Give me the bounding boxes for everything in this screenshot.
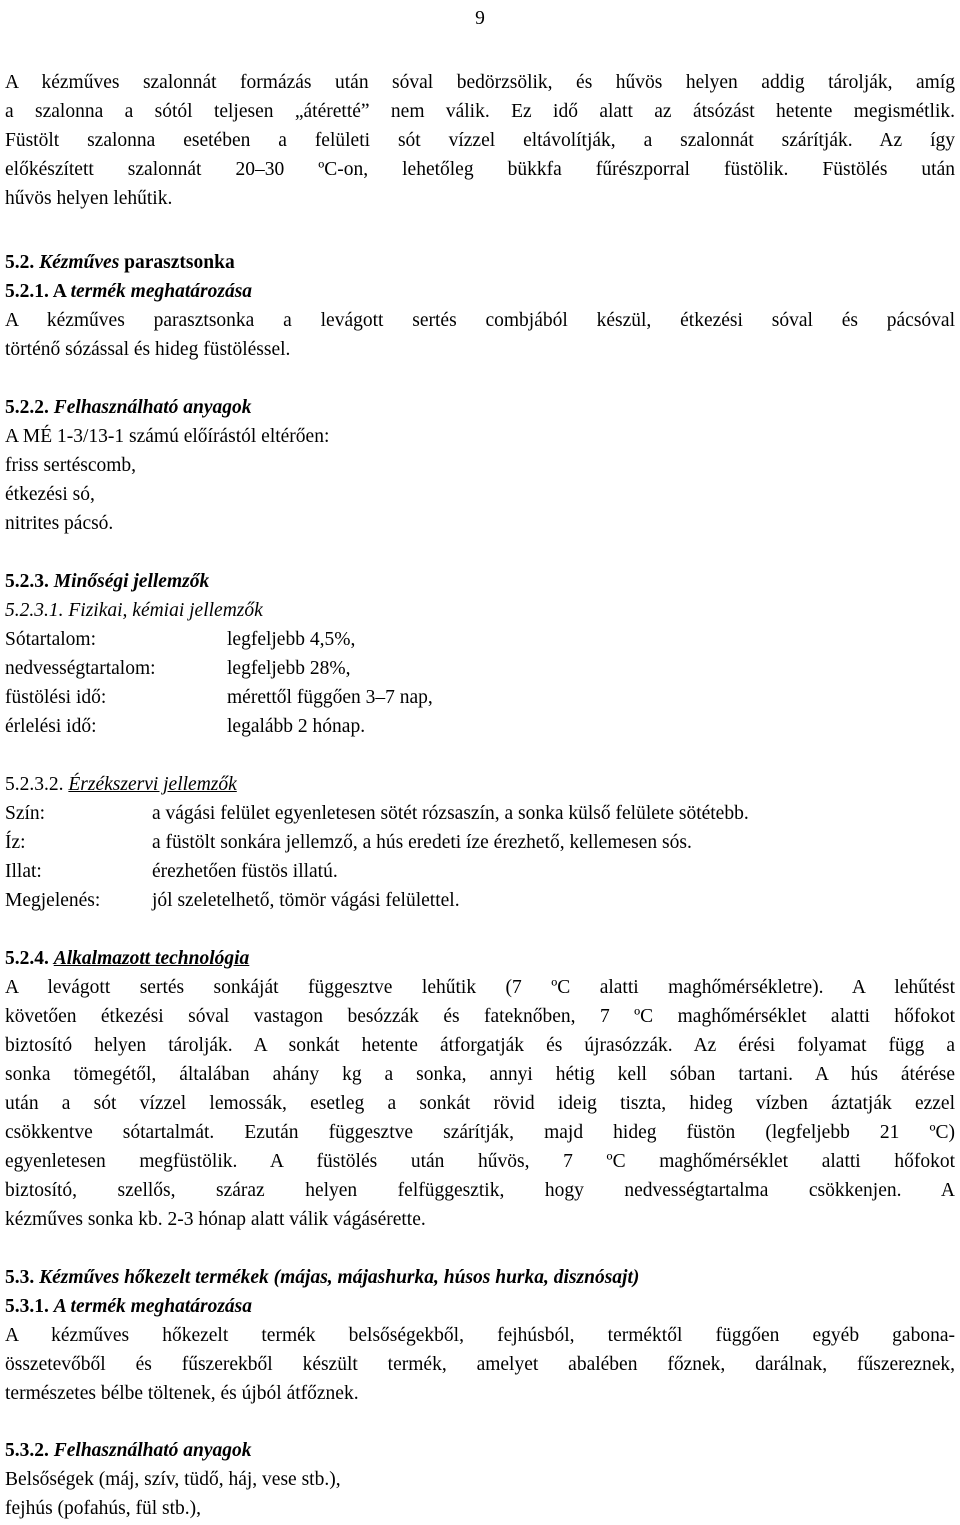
spec-label: érlelési idő: xyxy=(5,716,97,737)
text-line: összetevőből és fűszerekből készült termék, amelyet abalében főznek, darálnak, fűszereznek, xyxy=(5,1354,955,1375)
section-title: Kézműves hőkezelt termékek (májas, májashurka, húsos hurka, disznósajt) xyxy=(39,1267,640,1288)
section-title: Alkalmazott technológia xyxy=(53,948,250,969)
section-5-3 xyxy=(5,1263,955,1408)
spec-row xyxy=(5,683,955,712)
text-line: Füstölt szalonna esetében a felületi sót vízzel eltávolítják, a szalonnát szárítják. Az így xyxy=(5,130,955,151)
text-line: sonka tömegétől, általában ahány kg a sonka, annyi hétig kell sóban tartani. A hús átérése xyxy=(5,1064,955,1085)
text-line: természetes bélbe töltenek, és újból átfőznek. xyxy=(5,1383,359,1404)
sensory-label: Íz: xyxy=(5,832,26,853)
text-line: előkészített szalonnát 20–30 ºC-on, lehetőleg bükkfa fűrészporral füstölik. Füstölés után xyxy=(5,159,955,180)
intro-paragraph xyxy=(5,68,955,213)
section-5-2-1 xyxy=(5,277,955,364)
sensory-value: a vágási felület egyenletesen sötét rózsaszín, a sonka külső felülete sötétebb. xyxy=(152,803,749,824)
section-title: A termék meghatározása xyxy=(53,1296,253,1317)
text-line: után a sót vízzel lemossák, esetleg a sonkát rövid ideig tiszta, hideg vízben áztatják ezzel xyxy=(5,1093,955,1114)
spec-row xyxy=(5,712,955,741)
section-5-3-2 xyxy=(5,1436,955,1523)
text-line: A kézműves hőkezelt termék belsőségekből, fejhúsból, terméktől függően egyéb gabona- xyxy=(5,1325,955,1346)
spec-value: legfeljebb 28%, xyxy=(227,658,351,679)
section-number: 5.2.1. xyxy=(5,281,49,302)
text-line: A kézműves szalonnát formázás után sóval bedörzsölik, és hűvös helyen addig tárolják, amíg xyxy=(5,72,955,93)
sensory-label: Megjelenés: xyxy=(5,890,101,911)
section-number: 5.3. xyxy=(5,1267,35,1288)
text-line: hűvös helyen lehűtik. xyxy=(5,188,173,209)
section-number: 5.2.3.2. xyxy=(5,774,64,795)
section-title: Fizikai, kémiai jellemzők xyxy=(68,600,263,621)
spec-value: legfeljebb 4,5%, xyxy=(227,629,356,650)
section-heading-5-2 xyxy=(5,248,955,277)
text-line: a szalonna a sótól teljesen „átérettéˮ nem válik. Ez idő alatt az átsózást hetente megismétlik. xyxy=(5,101,955,122)
list-item: A MÉ 1-3/13-1 számú előírástól eltérően: xyxy=(5,426,330,447)
spec-row xyxy=(5,654,955,683)
section-title: termék meghatározása xyxy=(70,281,253,302)
text-line: kézműves sonka kb. 2-3 hónap alatt válik vágásérette. xyxy=(5,1209,426,1230)
text-line: biztosító helyen tárolják. A sonkát hetente átforgatják és újrasózzák. Az érési folyamat függ a xyxy=(5,1035,955,1056)
page-number: 9 xyxy=(475,8,485,29)
section-title-prefix: A xyxy=(52,281,71,302)
section-5-2-3-2 xyxy=(5,770,955,915)
text-line: követően étkezési sóval vastagon besózzák és fateknőben, 7 ºC maghőmérséklet alatti hőfokot xyxy=(5,1006,955,1027)
sensory-value: a füstölt sonkára jellemző, a hús eredeti íze érezhető, kellemesen sós. xyxy=(152,832,692,853)
spec-label: nedvességtartalom: xyxy=(5,658,156,679)
section-number: 5.2.3. xyxy=(5,571,49,592)
section-title: Felhasználható anyagok xyxy=(53,1440,252,1461)
text-line: csökkentve sótartalmát. Ezután függesztve szárítják, majd hideg füstön (legfeljebb 21 ºC) xyxy=(5,1122,955,1143)
sensory-row xyxy=(5,857,955,886)
section-title: Felhasználható anyagok xyxy=(53,397,252,418)
spec-value: mérettől függően 3–7 nap, xyxy=(227,687,433,708)
section-number: 5.2.2. xyxy=(5,397,49,418)
section-title: parasztsonka xyxy=(119,252,235,273)
section-title: Minőségi jellemzők xyxy=(53,571,210,592)
sensory-row xyxy=(5,828,955,857)
list-item: Belsőségek (máj, szív, tüdő, háj, vese stb.), xyxy=(5,1469,341,1490)
section-number: 5.2.4. xyxy=(5,948,49,969)
section-5-2-4 xyxy=(5,944,955,1234)
list-item: friss sertéscomb, xyxy=(5,455,137,476)
spec-value: legalább 2 hónap. xyxy=(227,716,366,737)
sensory-value: érezhetően füstös illatú. xyxy=(152,861,338,882)
spec-label: füstölési idő: xyxy=(5,687,107,708)
spec-row xyxy=(5,625,955,654)
sensory-row xyxy=(5,886,955,915)
sensory-label: Szín: xyxy=(5,803,46,824)
section-number: 5.3.1. xyxy=(5,1296,49,1317)
text-line: A kézműves parasztsonka a levágott sertés combjából készül, étkezési sóval és pácsóval xyxy=(5,310,955,331)
section-5-2-2 xyxy=(5,393,955,538)
section-number: 5.2. xyxy=(5,252,35,273)
section-5-2-3 xyxy=(5,567,955,741)
section-title-italic: Kézműves xyxy=(39,252,120,273)
sensory-value: jól szeletelhető, tömör vágási felülettel. xyxy=(152,890,460,911)
section-number: 5.2.3.1. xyxy=(5,600,64,621)
text-line: biztosító, szellős, száraz helyen felfüggesztik, hogy nedvességtartalma csökkenjen. A xyxy=(5,1180,955,1201)
list-item: nitrites pácsó. xyxy=(5,513,114,534)
text-line: egyenletesen megfüstölik. A füstölés után hűvös, 7 ºC maghőmérséklet alatti hőfokot xyxy=(5,1151,955,1172)
list-item: fejhús (pofahús, fül stb.), xyxy=(5,1498,202,1519)
text-line: A levágott sertés sonkáját függesztve lehűtik (7 ºC alatti maghőmérsékletre). A lehűtést xyxy=(5,977,955,998)
section-title: Érzékszervi jellemzők xyxy=(68,774,237,795)
sensory-label: Illat: xyxy=(5,861,42,882)
list-item: étkezési só, xyxy=(5,484,95,505)
text-line: történő sózással és hideg füstöléssel. xyxy=(5,339,291,360)
spec-label: Sótartalom: xyxy=(5,629,96,650)
sensory-row xyxy=(5,799,955,828)
section-number: 5.3.2. xyxy=(5,1440,49,1461)
